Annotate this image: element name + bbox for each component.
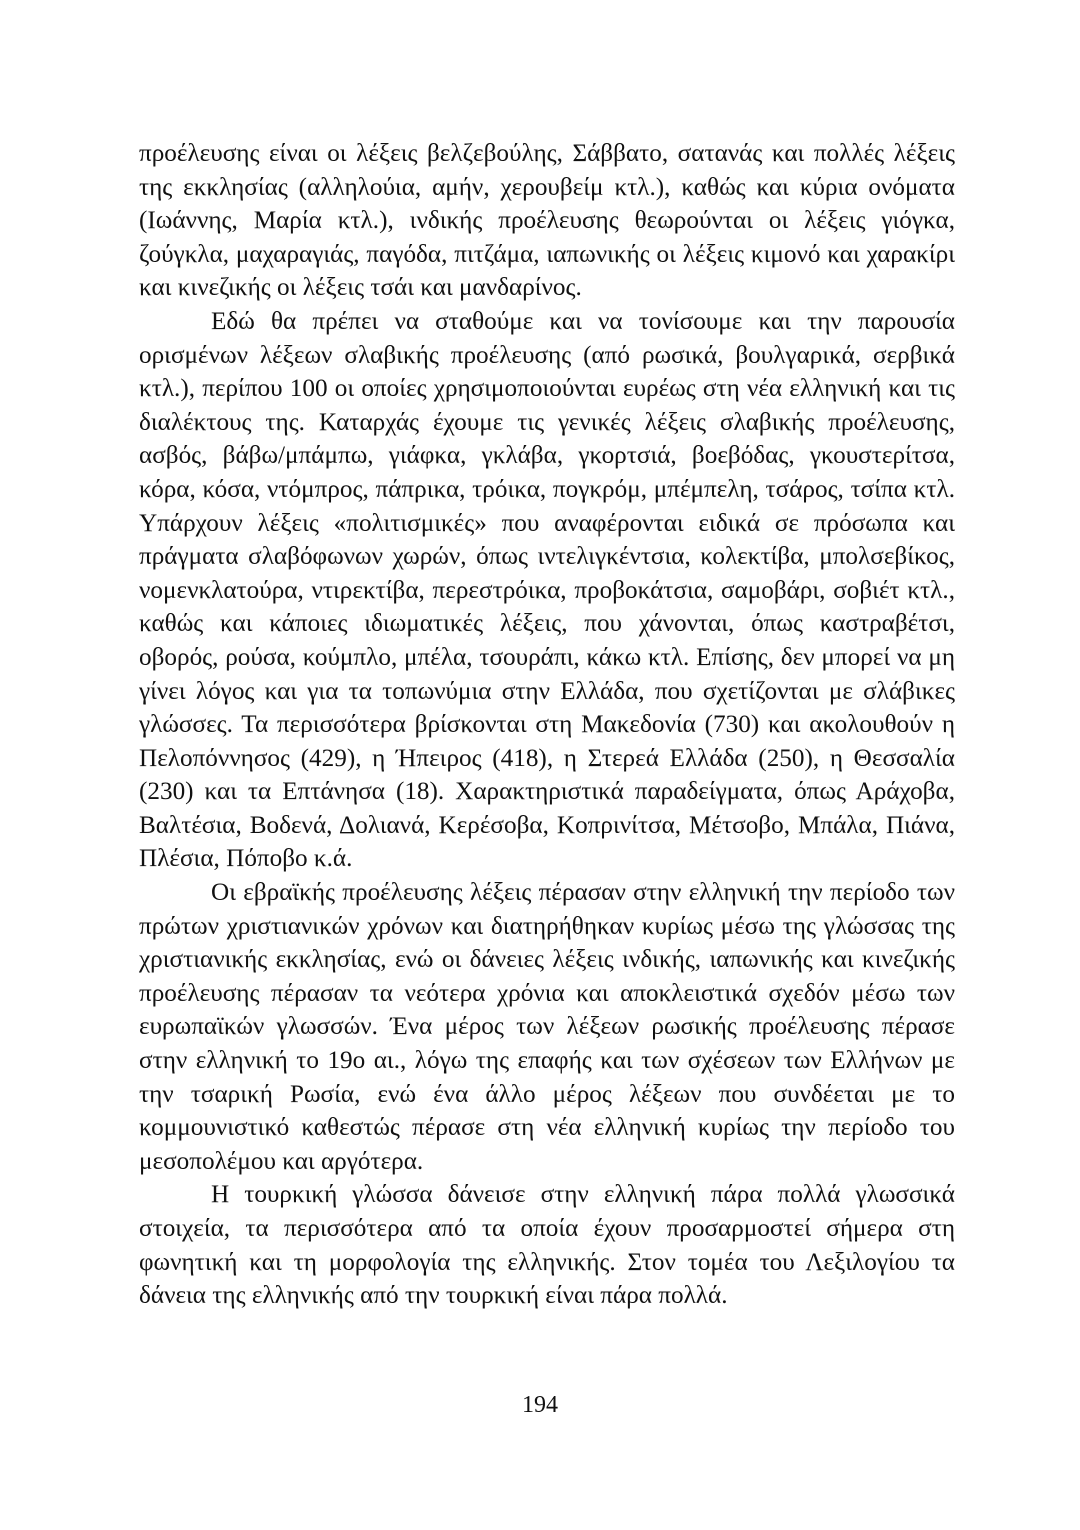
page-number: 194 [522, 1392, 558, 1418]
page-body [139, 137, 955, 1313]
paragraph-hebrew-words: Οι εβραϊκής προέλευσης λέξεις πέρασαν στην ελληνική την περίοδο των πρώτων χριστιανικών χρόνων και διατηρήθηκαν κυρίως μέσω της γλώσσας της χριστιανικής εκκλησίας, ενώ οι δάνειες λέξεις ινδικής, ιαπωνικής και κινεζικής προέλευσης πέρασαν τα νεότερα χρόνια και αποκλειστικά σχεδόν μέσω των ευρωπαϊκών γλωσσών. Ένα μέρος των λέξεων ρωσικής προέλευσης πέρασε στην ελληνική το 19ο αι., λόγω της επαφής και των σχέσεων των Ελλήνων με την τσαρική Ρωσία, ενώ ένα άλλο μέρος λέξεων που συνδέεται με το κομμουνιστικό καθεστώς πέρασε στη νέα ελληνική κυρίως την περίοδο του μεσοπολέμου και αργότερα. [139, 879, 955, 1175]
paragraph-slavic-words: Εδώ θα πρέπει να σταθούμε και να τονίσουμε και την παρουσία ορισμένων λέξεων σλαβικής προέλευσης (από ρωσικά, βουλγαρικά, σερβικά κτλ.), περίπου 100 οι οποίες χρησιμοποιούνται ευρέως στη νέα ελληνική και τις διαλέκτους της. Καταρχάς έχουμε τις γενικές λέξεις σλαβικής προέλευσης, ασβός, βάβω/μπάμπω, γιάφκα, γκλάβα, γκορτσιά, βοεβόδας, γκουστερίτσα, κόρα, κόσα, ντόμπρος, πάπρικα, τρόικα, πογκρόμ, μπέμπελη, τσάρος, τσίπα κτλ. Υπάρχουν λέξεις «πολιτισμικές» που αναφέρονται ειδικά σε πρόσωπα και πράγματα σλαβόφωνων χωρών, όπως ιντελιγκέντσια, κολεκτίβα, μπολσεβίκος, νομενκλατούρα, ντιρεκτίβα, περεστρόικα, προβοκάτσια, σαμοβάρι, σοβιέτ κτλ., καθώς και κάποιες ιδιωματικές λέξεις, που χάνονται, όπως καστραβέτσι, οβορός, ρούσα, κούμπλο, μπέλα, τσουράπι, κάκω κτλ. Επίσης, δεν μπορεί να μη γίνει λόγος και για τα τοπωνύμια στην Ελλάδα, που σχετίζονται με σλάβικες γλώσσες. Τα περισσότερα βρίσκονται στη Μακεδονία (730) και ακολουθούν η Πελοπόννησος (429), η Ήπειρος (418), η Στερεά Ελλάδα (250), η Θεσσαλία (230) και τα Επτάνησα (18). Χαρακτηριστικά παραδείγματα, όπως Αράχοβα, Βαλτέσια, Βοδενά, Δολιανά, Κερέσοβα, Κοπρινίτσα, Μέτσοβο, Μπάλα, Πιάνα, Πλέσια, Πόποβο κ.ά. [139, 307, 955, 873]
paragraph-turkish-words: Η τουρκική γλώσσα δάνεισε στην ελληνική πάρα πολλά γλωσσικά στοιχεία, τα περισσότερα από τα οποία έχουν προσαρμοστεί σήμερα στη φωνητική και τη μορφολογία της ελληνικής. Στον τομέα του Λεξιλογίου τα δάνεια της ελληνικής από την τουρκική είναι πάρα πολλά. [139, 1181, 955, 1310]
paragraph-origins-continued: προέλευσης είναι οι λέξεις βελζεβούλης, Σάββατο, σατανάς και πολλές λέξεις της εκκλησίας (αλληλούια, αμήν, χερουβείμ κτλ.), καθώς και κύρια ονόματα (Ιωάννης, Μαρία κτλ.), ινδικής προέλευσης θεωρούνται οι λέξεις γιόγκα, ζούγκλα, μαχαραγιάς, παγόδα, πιτζάμα, ιαπωνικής οι λέξεις κιμονό και χαρακίρι και κινεζικής οι λέξεις τσάι και μανδαρίνος. [139, 140, 955, 302]
